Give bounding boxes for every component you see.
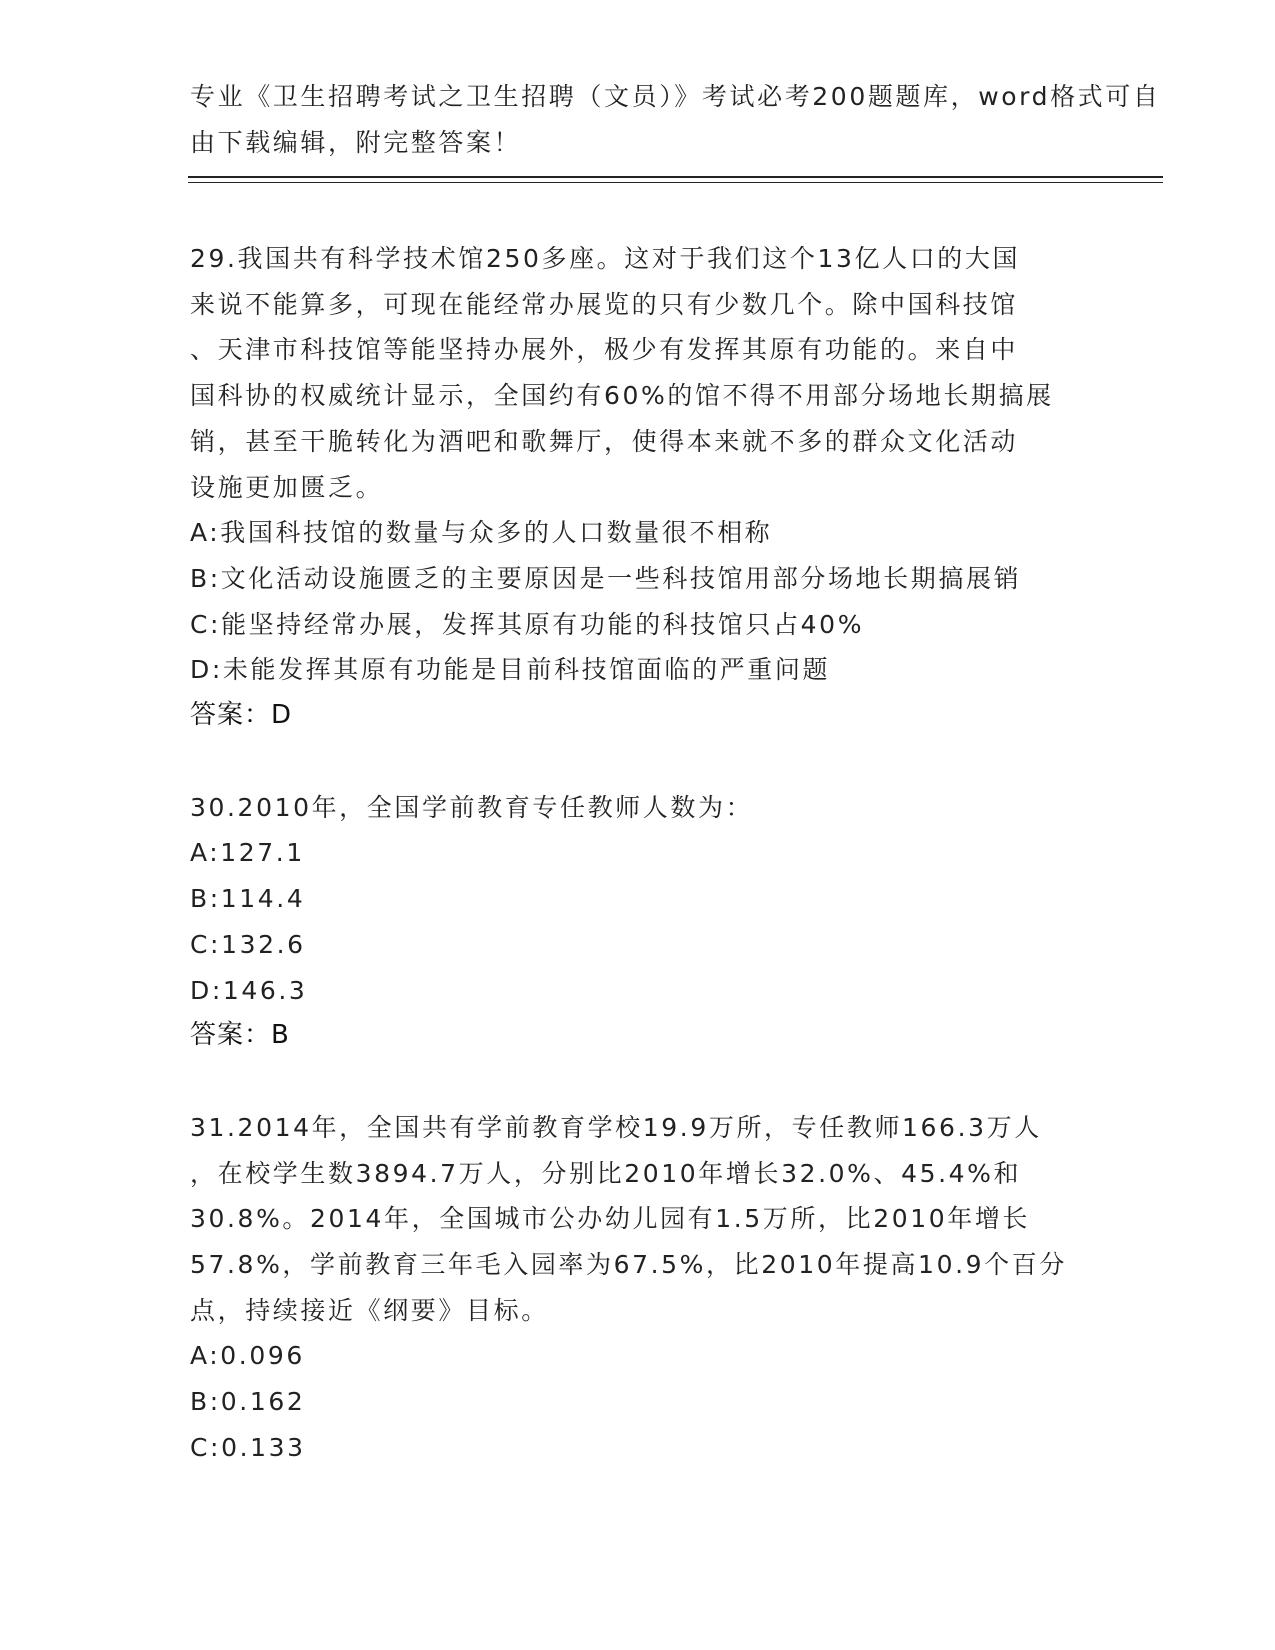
- option-b: B:文化活动设施匮乏的主要原因是一些科技馆用部分场地长期搞展销: [190, 563, 1022, 593]
- option-c: C:0.133: [190, 1432, 306, 1462]
- question-stem-line: 、天津市科技馆等能坚持办展外，极少有发挥其原有功能的。来自中: [190, 335, 1019, 365]
- question-stem-line: ，在校学生数3894.7万人，分别比2010年增长32.0%、45.4%和: [190, 1158, 1022, 1188]
- header-divider-thick: [188, 176, 1163, 178]
- option-b: B:0.162: [190, 1387, 306, 1417]
- question-30: [190, 785, 1110, 1059]
- option-a: A:我国科技馆的数量与众多的人口数量很不相称: [190, 518, 773, 548]
- option-d: D:146.3: [190, 975, 308, 1005]
- question-stem-line: 31.2014年，全国共有学前教育学校19.9万所，专任教师166.3万人: [190, 1112, 1042, 1142]
- header-divider-thin: [188, 182, 1163, 183]
- option-d: D:未能发挥其原有功能是目前科技馆面临的严重问题: [190, 655, 831, 685]
- header-line: 由下载编辑，附完整答案！: [190, 127, 522, 157]
- answer-label: 答案：B: [190, 1020, 290, 1051]
- option-b: B:114.4: [190, 884, 306, 914]
- question-stem-line: 点，持续接近《纲要》目标。: [190, 1295, 549, 1325]
- option-c: C:132.6: [190, 929, 306, 959]
- document-header: [190, 74, 1161, 165]
- option-c: C:能坚持经常办展，发挥其原有功能的科技馆只占40%: [190, 609, 865, 639]
- question-stem-line: 30.8%。2014年，全国城市公办幼儿园有1.5万所，比2010年增长: [190, 1204, 1031, 1234]
- question-stem-line: 57.8%，学前教育三年毛入园率为67.5%，比2010年提高10.9个百分: [190, 1250, 1067, 1280]
- question-29: [190, 236, 1110, 739]
- question-list: [190, 236, 1110, 1471]
- question-stem-line: 销，甚至干脆转化为酒吧和歌舞厅，使得本来就不多的群众文化活动: [190, 426, 1019, 456]
- question-31: [190, 1105, 1110, 1471]
- question-stem-line: 设施更加匮乏。: [190, 472, 384, 502]
- question-stem-line: 30.2010年，全国学前教育专任教师人数为：: [190, 792, 754, 822]
- header-line: 专业《卫生招聘考试之卫生招聘（文员）》考试必考200题题库，word格式可自: [190, 82, 1161, 111]
- question-stem-line: 国科协的权威统计显示，全国约有60%的馆不得不用部分场地长期搞展: [190, 381, 1054, 411]
- option-a: A:127.1: [190, 838, 305, 868]
- question-stem-line: 29.我国共有科学技术馆250多座。这对于我们这个13亿人口的大国: [190, 244, 1021, 273]
- question-stem-line: 来说不能算多，可现在能经常办展览的只有少数几个。除中国科技馆: [190, 289, 1019, 319]
- option-a: A:0.096: [190, 1341, 305, 1371]
- answer-label: 答案：D: [190, 700, 293, 731]
